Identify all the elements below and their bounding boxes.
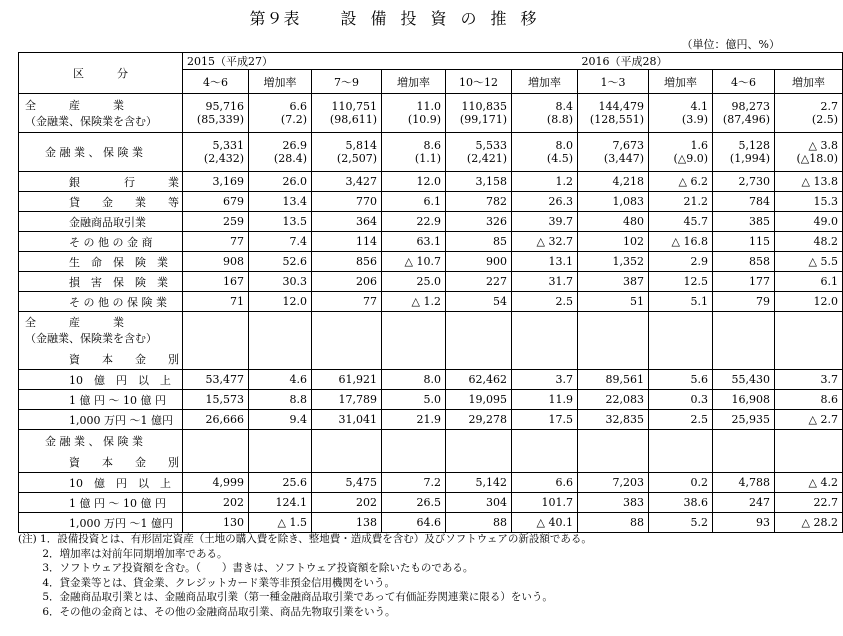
value-cell: △ 32.7 (512, 232, 578, 252)
value-cell: 7.4 (249, 232, 312, 252)
value-cell: 15,573 (183, 390, 249, 410)
value-cell: 124.1 (249, 493, 312, 513)
footnote: 6．その他の金商とは、その他の金融商品取引業、商品先物取引業をいう。 (18, 605, 396, 618)
value-cell: 77 (312, 292, 382, 312)
value: 7,673 (612, 139, 644, 152)
section-sublabel: （金融業、保険業を含む） (25, 332, 157, 345)
value-cell: 206 (312, 272, 382, 292)
value-cell: 16,908 (713, 390, 775, 410)
row-label-cell (19, 212, 183, 232)
value: 4.1 (690, 100, 708, 113)
value-cell: △ 1.2 (382, 292, 446, 312)
table-row (19, 232, 843, 252)
value-cell: 22.7 (775, 493, 843, 513)
value-cell: 85 (446, 232, 512, 252)
section-header-row (19, 348, 843, 370)
value-cell: 12.0 (775, 292, 843, 312)
row-label: 10 億 円 以 上 (69, 373, 171, 387)
value-excl-software: (87,496) (722, 113, 770, 126)
value-cell: 6.1 (382, 192, 446, 212)
value-cell (578, 94, 649, 133)
footnote: 3．ソフトウェア投資額を含む。（ ）書きは、ソフトウェア投資額を除いたものである。 (18, 562, 474, 574)
value: 26.9 (282, 139, 307, 152)
value-cell: 25.6 (249, 473, 312, 493)
row-label: 1 億 円 ～ 10 億 円 (69, 496, 166, 510)
value-excl-software: (△9.0) (673, 152, 708, 165)
table-row (19, 410, 843, 430)
row-label-cell (19, 513, 183, 533)
value-cell: 101.7 (512, 493, 578, 513)
value-cell: 4,218 (578, 172, 649, 192)
value-cell (382, 94, 446, 133)
value: 110,835 (461, 100, 507, 113)
value-cell: 138 (312, 513, 382, 533)
value-cell: 908 (183, 252, 249, 272)
value-cell: 71 (183, 292, 249, 312)
value-cell: 55,430 (713, 370, 775, 390)
value-cell: 88 (578, 513, 649, 533)
value-cell: 679 (183, 192, 249, 212)
value-cell: 22.9 (382, 212, 446, 232)
rate-header: 増加率 (382, 70, 446, 94)
value-cell: 25.0 (382, 272, 446, 292)
value-excl-software: (2,432) (203, 152, 244, 165)
page-title (0, 6, 800, 29)
table-number: 第９表 (249, 9, 301, 28)
value-cell: 29,278 (446, 410, 512, 430)
value-cell: 856 (312, 252, 382, 272)
value-cell (649, 94, 713, 133)
capex-table (18, 52, 843, 533)
value-excl-software: (99,171) (459, 113, 507, 126)
value-cell: 5.1 (649, 292, 713, 312)
value-cell: 12.0 (249, 292, 312, 312)
value-cell (713, 94, 775, 133)
table-row (19, 172, 843, 192)
value-cell: 4.6 (249, 370, 312, 390)
value-cell: 38.6 (649, 493, 713, 513)
footnote: (注) 1．設備投資とは、有形固定資産（土地の購入費を除き、整地費・造成費を含む）及びソフトウェアの新設額である。 (18, 533, 592, 545)
value-cell: 61,921 (312, 370, 382, 390)
row-label: 銀 行 業 (69, 175, 179, 189)
row-sublabel: （金融業、保険業を含む） (25, 115, 157, 128)
value-cell (249, 94, 312, 133)
value: 2.7 (820, 100, 838, 113)
value-cell: 51 (578, 292, 649, 312)
row-label-cell (19, 493, 183, 513)
row-label-cell (19, 192, 183, 212)
table-row (19, 272, 843, 292)
section-header-row (19, 430, 843, 452)
value-cell: 115 (713, 232, 775, 252)
value-cell: 89,561 (578, 370, 649, 390)
table-row (19, 94, 843, 133)
rate-header: 増加率 (649, 70, 713, 94)
value-cell: 3.7 (775, 370, 843, 390)
value-cell: 770 (312, 192, 382, 212)
capital-label: 資 本 金 別 (69, 352, 179, 366)
unit-label: （単位：億円、%） (681, 38, 780, 51)
table-name: 設備投資の推移 (340, 9, 551, 28)
value-excl-software: (7.2) (280, 113, 307, 126)
footnote: 2．増加率は対前年同期増加率である。 (18, 547, 228, 560)
row-label-cell (19, 94, 183, 133)
table-row (19, 212, 843, 232)
value-cell: 5.6 (649, 370, 713, 390)
section-label: 金 融 業 、 保 険 業 (45, 434, 143, 448)
value-cell: 782 (446, 192, 512, 212)
value-cell: 15.3 (775, 192, 843, 212)
section-label-cell (19, 430, 183, 452)
footnote: 4．貸金業等とは、貸金業、クレジットカード業等非預金信用機関をいう。 (18, 576, 395, 589)
value-cell: 22,083 (578, 390, 649, 410)
value-cell: 247 (713, 493, 775, 513)
value: 5,331 (212, 139, 244, 152)
value-cell: 167 (183, 272, 249, 292)
row-label: 1,000 万円 ～1 億円 (69, 516, 173, 530)
value-cell: 326 (446, 212, 512, 232)
period-header: 4～6 (713, 70, 775, 94)
row-label-cell (19, 172, 183, 192)
value-cell: 13.4 (249, 192, 312, 212)
value-cell: 1,083 (578, 192, 649, 212)
value-cell: △ 1.5 (249, 513, 312, 533)
value-cell: 6.6 (512, 473, 578, 493)
value-cell: 77 (183, 232, 249, 252)
value-cell: 17,789 (312, 390, 382, 410)
row-label-cell (19, 232, 183, 252)
value-cell: 7.2 (382, 473, 446, 493)
value-cell (249, 133, 312, 172)
value-cell: 0.3 (649, 390, 713, 410)
table-row (19, 292, 843, 312)
value-cell (446, 133, 512, 172)
header-row-years (19, 53, 843, 70)
value-cell: 259 (183, 212, 249, 232)
value-cell: 202 (312, 493, 382, 513)
row-label: 損 害 保 険 業 (69, 275, 168, 289)
row-label-cell (19, 410, 183, 430)
value-cell: 62,462 (446, 370, 512, 390)
row-label-cell (19, 252, 183, 272)
year-2015: 2015（平成27） (183, 53, 446, 70)
value-cell: △ 4.2 (775, 473, 843, 493)
value-cell: 32,835 (578, 410, 649, 430)
value-cell: 31.7 (512, 272, 578, 292)
value-cell (512, 94, 578, 133)
table-row (19, 252, 843, 272)
value-cell: 26.5 (382, 493, 446, 513)
value-cell: 21.2 (649, 192, 713, 212)
value-cell: 19,095 (446, 390, 512, 410)
row-label-cell (19, 473, 183, 493)
section-label-cell (19, 312, 183, 349)
row-label: 生 命 保 険 業 (69, 255, 168, 269)
value-cell: 13.1 (512, 252, 578, 272)
value: 11.0 (416, 100, 441, 113)
table-row (19, 473, 843, 493)
value-cell (713, 133, 775, 172)
value-cell: 2.5 (649, 410, 713, 430)
value-cell: 102 (578, 232, 649, 252)
value-cell: 2,730 (713, 172, 775, 192)
value-excl-software: (128,551) (589, 113, 644, 126)
value-excl-software: (2.5) (811, 113, 838, 126)
rate-header: 増加率 (512, 70, 578, 94)
value-cell (382, 133, 446, 172)
value-cell: 900 (446, 252, 512, 272)
value-cell: 202 (183, 493, 249, 513)
value-excl-software: (85,339) (196, 113, 244, 126)
value-cell (775, 94, 843, 133)
value: 5,533 (475, 139, 507, 152)
value-cell: 64.6 (382, 513, 446, 533)
value-cell: △ 2.7 (775, 410, 843, 430)
value-excl-software: (1.1) (414, 152, 441, 165)
value-cell (649, 133, 713, 172)
value-cell: 1.2 (512, 172, 578, 192)
section-header-row (19, 451, 843, 473)
value-cell: 3.7 (512, 370, 578, 390)
value-excl-software: (8.8) (546, 113, 573, 126)
value-cell: △ 5.5 (775, 252, 843, 272)
value: 95,716 (205, 100, 244, 113)
value-cell: 12.0 (382, 172, 446, 192)
value-excl-software: (28.4) (273, 152, 307, 165)
value-cell: 26,666 (183, 410, 249, 430)
value-cell: △ 40.1 (512, 513, 578, 533)
rate-header: 増加率 (249, 70, 312, 94)
value-cell: 480 (578, 212, 649, 232)
row-label: 全 産 業 (25, 99, 124, 112)
value-cell (312, 133, 382, 172)
capital-label-cell (19, 451, 183, 473)
table-row (19, 493, 843, 513)
table-row (19, 192, 843, 212)
row-label: 金 融 業 、 保 険 業 (45, 146, 143, 159)
value-excl-software: (△18.0) (796, 152, 838, 165)
value-cell (512, 133, 578, 172)
value-cell: 8.8 (249, 390, 312, 410)
table-row (19, 513, 843, 533)
value: 8.6 (423, 139, 441, 152)
value: 8.4 (555, 100, 573, 113)
value-cell: 130 (183, 513, 249, 533)
section-label: 全 産 業 (25, 316, 124, 329)
value-cell: 5,142 (446, 473, 512, 493)
value-excl-software: (3.9) (681, 113, 708, 126)
value-excl-software: (4.5) (546, 152, 573, 165)
value: 1.6 (690, 139, 708, 152)
value-excl-software: (2,507) (336, 152, 377, 165)
value-cell: △ 10.7 (382, 252, 446, 272)
value-cell: 48.2 (775, 232, 843, 252)
value: 6.6 (289, 100, 307, 113)
year-2016: 2016（平成28） (578, 53, 843, 70)
value-cell: 79 (713, 292, 775, 312)
kubun-header (19, 53, 183, 94)
value-cell: 5.0 (382, 390, 446, 410)
row-label: そ の 他 の 金 商 (69, 235, 153, 249)
value-cell: 93 (713, 513, 775, 533)
value-cell: 45.7 (649, 212, 713, 232)
value-cell: 4,788 (713, 473, 775, 493)
value: △ 3.8 (808, 139, 838, 152)
period-header: 10～12 (446, 70, 512, 94)
value-cell (183, 94, 249, 133)
capital-label: 資 本 金 別 (69, 455, 179, 469)
value-cell: 52.6 (249, 252, 312, 272)
row-label-cell (19, 370, 183, 390)
value-excl-software: (1,994) (729, 152, 770, 165)
row-label: 1 億 円 ～ 10 億 円 (69, 393, 166, 407)
value-cell: 39.7 (512, 212, 578, 232)
value: 144,479 (598, 100, 644, 113)
value-cell: 6.1 (775, 272, 843, 292)
value-cell: 858 (713, 252, 775, 272)
table-row (19, 370, 843, 390)
value: 5,128 (738, 139, 770, 152)
value-cell: 227 (446, 272, 512, 292)
value-cell: 88 (446, 513, 512, 533)
row-label-cell (19, 292, 183, 312)
value-cell: 31,041 (312, 410, 382, 430)
value-cell: 49.0 (775, 212, 843, 232)
value-cell: 5,475 (312, 473, 382, 493)
value-cell: 2.9 (649, 252, 713, 272)
value-cell: 304 (446, 493, 512, 513)
value: 98,273 (731, 100, 770, 113)
value-cell (578, 133, 649, 172)
row-label-cell (19, 272, 183, 292)
value-cell: 0.2 (649, 473, 713, 493)
value: 5,814 (345, 139, 377, 152)
row-label: 10 億 円 以 上 (69, 476, 171, 490)
period-header: 7～9 (312, 70, 382, 94)
value-cell: 26.0 (249, 172, 312, 192)
value-cell: 25,935 (713, 410, 775, 430)
value-cell: 8.6 (775, 390, 843, 410)
value-cell: 26.3 (512, 192, 578, 212)
value-excl-software: (2,421) (466, 152, 507, 165)
period-header: 4～6 (183, 70, 249, 94)
row-label-cell (19, 133, 183, 172)
value-cell: 3,427 (312, 172, 382, 192)
kubun-label: 区 分 (73, 67, 128, 80)
value-cell: 54 (446, 292, 512, 312)
value-cell (775, 133, 843, 172)
value-excl-software: (10.9) (407, 113, 441, 126)
value-cell (446, 94, 512, 133)
value-cell: 3,169 (183, 172, 249, 192)
value-cell: 114 (312, 232, 382, 252)
value-cell: △ 16.8 (649, 232, 713, 252)
value-cell: 2.5 (512, 292, 578, 312)
value-cell: 177 (713, 272, 775, 292)
row-label-cell (19, 390, 183, 410)
footnotes (18, 532, 592, 619)
value-cell: 13.5 (249, 212, 312, 232)
value-cell: △ 28.2 (775, 513, 843, 533)
period-header: 1～3 (578, 70, 649, 94)
capital-label-cell (19, 348, 183, 370)
value-cell: 383 (578, 493, 649, 513)
row-label: 貸 金 業 等 (69, 195, 179, 209)
value-cell: 5.2 (649, 513, 713, 533)
value-cell: 7,203 (578, 473, 649, 493)
value-cell: 17.5 (512, 410, 578, 430)
section-header-row (19, 312, 843, 349)
value-cell: 8.0 (382, 370, 446, 390)
value-cell: 9.4 (249, 410, 312, 430)
value-cell: △ 6.2 (649, 172, 713, 192)
table-row (19, 133, 843, 172)
value-cell: 3,158 (446, 172, 512, 192)
value-cell: 385 (713, 212, 775, 232)
value-cell (312, 94, 382, 133)
value-cell: 11.9 (512, 390, 578, 410)
row-label: 金融商品取引業 (69, 215, 146, 229)
row-label: そ の 他 の 保 険 業 (69, 295, 167, 309)
table-row (19, 390, 843, 410)
value-cell: 53,477 (183, 370, 249, 390)
value-excl-software: (98,611) (329, 113, 377, 126)
value-cell (183, 133, 249, 172)
row-label: 1,000 万円 ～1 億円 (69, 413, 173, 427)
value: 8.0 (555, 139, 573, 152)
value-cell: 784 (713, 192, 775, 212)
value-cell: △ 13.8 (775, 172, 843, 192)
value-cell: 63.1 (382, 232, 446, 252)
value-cell: 12.5 (649, 272, 713, 292)
value-excl-software: (3,447) (603, 152, 644, 165)
value-cell: 30.3 (249, 272, 312, 292)
value-cell: 4,999 (183, 473, 249, 493)
rate-header: 増加率 (775, 70, 843, 94)
value-cell: 1,352 (578, 252, 649, 272)
value-cell: 364 (312, 212, 382, 232)
footnote: 5．金融商品取引業とは、金融商品取引業（第一種金融商品取引業であって有価証券関連業に限る）をいう。 (18, 591, 553, 603)
value-cell: 387 (578, 272, 649, 292)
value-cell: 21.9 (382, 410, 446, 430)
value: 110,751 (331, 100, 377, 113)
